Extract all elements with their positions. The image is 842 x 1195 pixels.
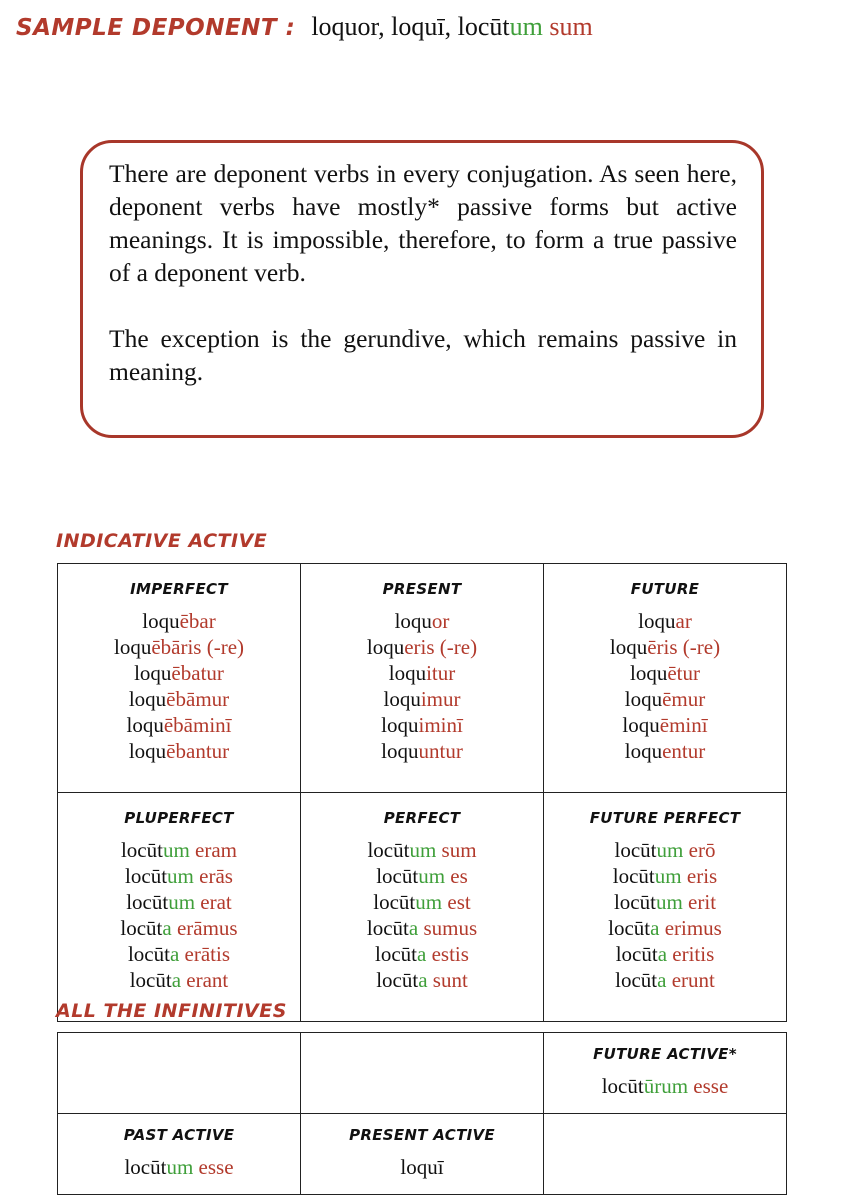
title-label: SAMPLE DEPONENT : xyxy=(16,15,296,41)
form-auxiliary: erat xyxy=(195,890,232,914)
form-auxiliary: erunt xyxy=(666,968,715,992)
form-stem: locūt xyxy=(367,838,410,862)
form-auxiliary: or xyxy=(431,609,450,633)
verb-form xyxy=(301,686,543,712)
form-stem: loqu xyxy=(624,687,663,711)
note-paragraph-2: The exception is the gerundive, which remains passive in meaning. xyxy=(109,324,737,386)
verb-form xyxy=(301,608,543,634)
principal-parts xyxy=(311,12,592,41)
table-row xyxy=(58,1114,787,1195)
form-ending: um xyxy=(166,1155,194,1179)
form-auxiliary: sum xyxy=(436,838,477,862)
form-auxiliary: ēbar xyxy=(179,609,216,633)
tense-cell xyxy=(58,564,301,793)
form-ending: a xyxy=(169,942,180,966)
infinitive-past-active xyxy=(58,1114,301,1195)
form-ending: um xyxy=(654,864,682,888)
form-auxiliary: entur xyxy=(662,739,706,763)
form-auxiliary: ēmur xyxy=(662,687,706,711)
form-auxiliary: imur xyxy=(420,687,461,711)
form-auxiliary: es xyxy=(445,864,468,888)
form-stem: loqu xyxy=(394,609,432,633)
form-stem: locūt xyxy=(126,890,169,914)
verb-form xyxy=(58,686,300,712)
form-stem: locūt xyxy=(124,1155,167,1179)
form-ending: um xyxy=(167,864,194,888)
empty-cell xyxy=(58,1033,301,1114)
tense-name: IMPERFECT xyxy=(130,580,228,598)
form-stem: locūt xyxy=(615,942,658,966)
tense-name: PRESENT ACTIVE xyxy=(349,1126,495,1144)
form-auxiliary: ar xyxy=(675,609,692,633)
form-stem: loqu xyxy=(381,739,419,763)
verb-form xyxy=(58,634,300,660)
verb-form xyxy=(58,837,300,863)
form-auxiliary: iminī xyxy=(418,713,463,737)
verb-form xyxy=(301,915,543,941)
form-auxiliary: eram xyxy=(189,838,238,862)
tense-cell xyxy=(58,793,301,1022)
verb-form xyxy=(58,889,300,915)
tense-name: FUTURE ACTIVE* xyxy=(593,1045,737,1063)
verb-form xyxy=(544,686,786,712)
verb-form xyxy=(58,967,300,993)
form-auxiliary: ēminī xyxy=(659,713,708,737)
form-stem: loqu xyxy=(126,713,164,737)
verb-form xyxy=(301,941,543,967)
form-stem: loqu xyxy=(128,687,167,711)
form-auxiliary: erit xyxy=(682,890,717,914)
form-stem: loqu xyxy=(630,661,668,685)
verb-form xyxy=(301,1154,543,1180)
form-auxiliary: eris (-re) xyxy=(404,635,478,659)
form-auxiliary: erimus xyxy=(659,916,722,940)
tense-cell xyxy=(301,793,544,1022)
tense-cell xyxy=(544,564,787,793)
verb-form xyxy=(58,712,300,738)
form-stem: locūt xyxy=(127,942,170,966)
form-stem: locūt xyxy=(375,942,418,966)
verb-form xyxy=(544,863,786,889)
form-auxiliary: ētur xyxy=(667,661,700,685)
table-row xyxy=(58,564,787,793)
form-auxiliary: est xyxy=(442,890,471,914)
tense-name: PLUPERFECT xyxy=(124,809,234,827)
form-ending: a xyxy=(650,916,660,940)
form-auxiliary: untur xyxy=(418,739,463,763)
form-auxiliary: ēbatur xyxy=(171,661,224,685)
verb-form xyxy=(58,738,300,764)
form-ending: a xyxy=(657,942,668,966)
note-box xyxy=(80,140,764,438)
form-ending: um xyxy=(415,890,443,914)
verb-form xyxy=(544,915,786,941)
tense-cell xyxy=(301,564,544,793)
form-auxiliary: erāmus xyxy=(171,916,238,940)
note-paragraph-1: There are deponent verbs in every conjugation. As seen here, deponent verbs have mostly* passive forms but active meanings. It is impossible, therefore, to form a true passive of a deponent verb. xyxy=(109,159,737,287)
form-ending: a xyxy=(657,968,667,992)
verb-form xyxy=(544,837,786,863)
form-stem: locūt xyxy=(614,838,657,862)
verb-form xyxy=(58,915,300,941)
form-stem: loqu xyxy=(638,609,676,633)
form-stem: loqu xyxy=(113,635,152,659)
form-ending: a xyxy=(408,916,419,940)
form-stem: locūt xyxy=(120,916,163,940)
form-stem: locūt xyxy=(366,916,409,940)
verb-form xyxy=(544,1073,786,1099)
verb-form xyxy=(301,837,543,863)
form-auxiliary: erātis xyxy=(179,942,231,966)
form-stem: locūt xyxy=(613,890,656,914)
form-stem: loqu xyxy=(142,609,180,633)
form-stem: locūt xyxy=(125,864,168,888)
verb-form xyxy=(544,608,786,634)
form-ending: um xyxy=(656,838,684,862)
form-stem: locūt xyxy=(120,838,163,862)
form-stem: loqu xyxy=(622,713,660,737)
empty-cell xyxy=(544,1114,787,1195)
indicative-table xyxy=(57,563,787,1022)
form-ending: a xyxy=(418,968,428,992)
verb-form xyxy=(544,738,786,764)
verb-form xyxy=(301,967,543,993)
form-auxiliary: erō xyxy=(683,838,716,862)
form-ending: a xyxy=(417,942,427,966)
form-auxiliary: ēbāminī xyxy=(163,713,232,737)
form-auxiliary: ēbantur xyxy=(166,739,230,763)
form-stem: loqu xyxy=(366,635,405,659)
form-stem: loquī xyxy=(400,1155,444,1179)
verb-form xyxy=(58,660,300,686)
principal-parts-stem: loquor, loquī, locūt xyxy=(311,12,510,41)
form-stem: locūt xyxy=(373,890,416,914)
form-stem: locūt xyxy=(608,916,651,940)
form-auxiliary: esse xyxy=(193,1155,234,1179)
verb-form xyxy=(58,608,300,634)
empty-cell xyxy=(301,1033,544,1114)
form-stem: locūt xyxy=(376,968,419,992)
verb-form xyxy=(301,889,543,915)
form-ending: um xyxy=(418,864,446,888)
form-auxiliary: sumus xyxy=(418,916,478,940)
form-ending: um xyxy=(409,838,437,862)
form-ending: a xyxy=(171,968,182,992)
form-stem: locūt xyxy=(376,864,419,888)
verb-form xyxy=(544,634,786,660)
verb-form xyxy=(544,660,786,686)
principal-parts-ending: um xyxy=(509,12,543,41)
form-auxiliary: erās xyxy=(193,864,233,888)
form-stem: loqu xyxy=(383,687,421,711)
form-auxiliary: esse xyxy=(688,1074,729,1098)
principal-parts-auxiliary: sum xyxy=(542,12,593,41)
form-ending: um xyxy=(162,838,190,862)
tense-cell xyxy=(544,793,787,1022)
verb-form xyxy=(544,712,786,738)
verb-form xyxy=(301,660,543,686)
form-auxiliary: itur xyxy=(426,661,456,685)
verb-form xyxy=(58,941,300,967)
verb-form xyxy=(301,738,543,764)
form-auxiliary: eritis xyxy=(667,942,715,966)
form-stem: loqu xyxy=(624,739,663,763)
form-stem: locūt xyxy=(129,968,172,992)
verb-form xyxy=(58,863,300,889)
form-ending: ūrum xyxy=(643,1074,689,1098)
form-stem: locūt xyxy=(615,968,658,992)
infinitives-table xyxy=(57,1032,787,1195)
verb-form xyxy=(301,712,543,738)
form-auxiliary: ēbāmur xyxy=(166,687,230,711)
form-auxiliary: ēris (-re) xyxy=(647,635,721,659)
verb-form xyxy=(58,1154,300,1180)
form-stem: loqu xyxy=(609,635,648,659)
form-stem: loqu xyxy=(134,661,172,685)
tense-name: FUTURE PERFECT xyxy=(589,809,741,827)
form-stem: loqu xyxy=(388,661,427,685)
infinitive-present-active xyxy=(301,1114,544,1195)
infinitives-section-label: ALL THE INFINITIVES xyxy=(56,1000,287,1022)
form-ending: um xyxy=(655,890,683,914)
verb-form xyxy=(544,941,786,967)
table-row xyxy=(58,793,787,1022)
form-auxiliary: erant xyxy=(181,968,229,992)
verb-form xyxy=(301,863,543,889)
tense-name: PRESENT xyxy=(382,580,462,598)
form-auxiliary: estis xyxy=(426,942,469,966)
verb-form xyxy=(544,889,786,915)
verb-form xyxy=(301,634,543,660)
tense-name: PERFECT xyxy=(383,809,461,827)
form-ending: a xyxy=(162,916,172,940)
tense-name: PAST ACTIVE xyxy=(123,1126,235,1144)
page-title xyxy=(16,12,593,42)
table-row xyxy=(58,1033,787,1114)
form-stem: locūt xyxy=(612,864,655,888)
indicative-section-label: INDICATIVE ACTIVE xyxy=(56,530,268,552)
form-stem: loqu xyxy=(128,739,167,763)
form-stem: locūt xyxy=(601,1074,644,1098)
form-auxiliary: sunt xyxy=(427,968,468,992)
verb-form xyxy=(544,967,786,993)
form-auxiliary: ēbāris (-re) xyxy=(151,635,245,659)
form-auxiliary: eris xyxy=(681,864,718,888)
tense-name: FUTURE xyxy=(630,580,700,598)
infinitive-future-active xyxy=(544,1033,787,1114)
form-stem: loqu xyxy=(381,713,419,737)
form-ending: um xyxy=(168,890,196,914)
